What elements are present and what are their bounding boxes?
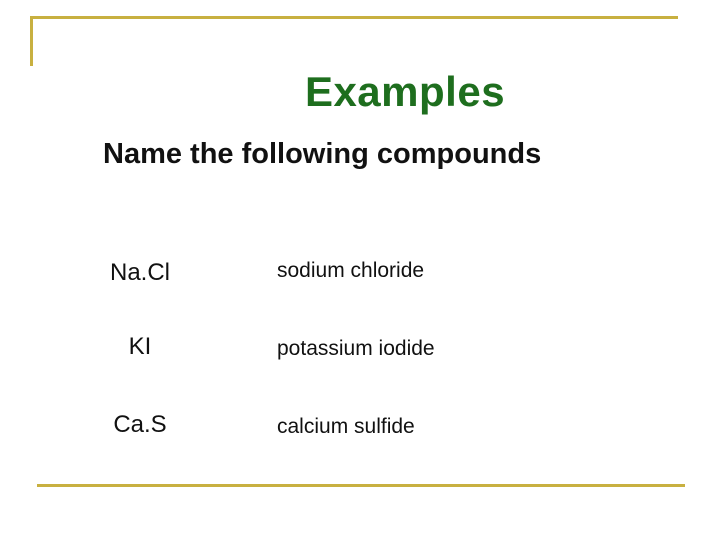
compound-name: calcium sulfide (277, 415, 415, 438)
compound-row (0, 411, 720, 451)
bottom-border-rule (37, 484, 685, 487)
slide-subtitle: Name the following compounds (103, 138, 542, 170)
compound-row (0, 333, 720, 373)
slide-title: Examples (304, 68, 506, 115)
compound-row (0, 256, 720, 296)
compound-formula: KI (128, 333, 152, 360)
compound-formula: Ca.S (113, 411, 167, 438)
compound-name: sodium chloride (277, 259, 425, 282)
left-border-rule (30, 16, 33, 66)
top-border-rule (30, 16, 678, 19)
compound-formula: Na.Cl (109, 259, 170, 286)
compound-name: potassium iodide (277, 337, 435, 360)
